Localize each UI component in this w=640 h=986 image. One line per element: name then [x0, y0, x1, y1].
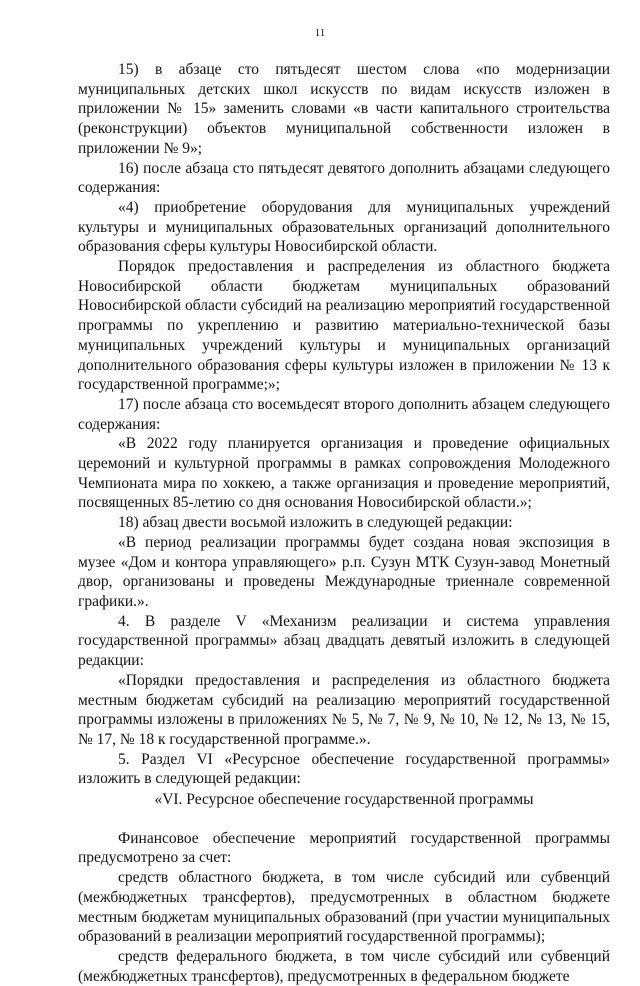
paragraph-federal-budget: средств федерального бюджета, в том числе субсидий или субвенций (межбюджетных трансфертов), предусмотренных в федеральном бюджете [78, 947, 610, 985]
paragraph-item-15: 15) в абзаце сто пятьдесят шестом слова «по модернизации муниципальных детских школ искусств по видам искусств изложен в приложении № 15» заменить словами «в части капитального строительства (реконструкции) объектов муниципальной собственности изложен в приложении № 9»; [78, 61, 610, 157]
page-number: 11 [314, 27, 326, 39]
paragraph-item-18: 18) абзац двести восьмой изложить в следующей редакции: [118, 514, 513, 532]
paragraph-regional-budget: средств областного бюджета, в том числе субсидий или субвенций (межбюджетных трансфертов), предусмотренных в областном бюджете местным бюджетам муниципальных образований (при участии муниципальных образований в реализации мероприятий государственной программы); [78, 869, 610, 946]
paragraph-item-17: 17) после абзаца сто восемьдесят второго дополнить абзацем следующего содержания: [78, 395, 610, 433]
quoted-paragraph-2022-events: «В 2022 году планируется организация и проведение официальных церемоний и культурной программы в рамках сопровождения Молодежного Чемпионата мира по хоккею, а также организация и проведение мероприятий, посвященных 85-летию со дня основания Новосибирской области.»; [78, 435, 610, 512]
section-heading: «VI. Ресурсное обеспечение государственной программы [154, 791, 534, 809]
document-body [78, 60, 610, 986]
paragraph-section-vi-change: 5. Раздел VI «Ресурсное обеспечение государственной программы» изложить в следующей редакции: [78, 750, 610, 788]
paragraph-financing: Финансовое обеспечение мероприятий государственной программы предусмотрено за счет: [78, 829, 610, 867]
paragraph-section-v-change: 4. В разделе V «Механизм реализации и система управления государственной программы» абзац двадцать девятый изложить в следующей редакции: [78, 612, 610, 670]
paragraph-item-16: 16) после абзаца сто пятьдесят девятого дополнить абзацами следующего содержания: [78, 159, 610, 197]
quoted-paragraph-subsidy-annexes: «Порядки предоставления и распределения из областного бюджета местным бюджетам субсидий на реализацию мероприятий государственной программы изложены в приложениях № 5, № 7, № 9, № 10, № 12, № 13, № 15, № 17, № 18 к государственной программе.». [78, 671, 610, 748]
quoted-paragraph-museum-exposition: «В период реализации программы будет создана новая экспозиция в музее «Дом и контора управляющего» р.п. Сузун МТК Сузун-завод Монетный двор, организованы и проведены Международные триеннале современной графики.». [78, 533, 610, 610]
quoted-paragraph-equipment: «4) приобретение оборудования для муниципальных учреждений культуры и муниципальных образовательных организаций дополнительного образования сферы культуры Новосибирской области. [78, 198, 610, 256]
quoted-paragraph-subsidy-procedure: Порядок предоставления и распределения из областного бюджета Новосибирской области бюджетам муниципальных образований Новосибирской области субсидий на реализацию мероприятий государственной программы по укреплению и развитию материально-технической базы муниципальных учреждений культуры и муниципальных организаций дополнительного образования сферы культуры изложен в приложении № 13 к государственной программе;»; [78, 258, 610, 394]
